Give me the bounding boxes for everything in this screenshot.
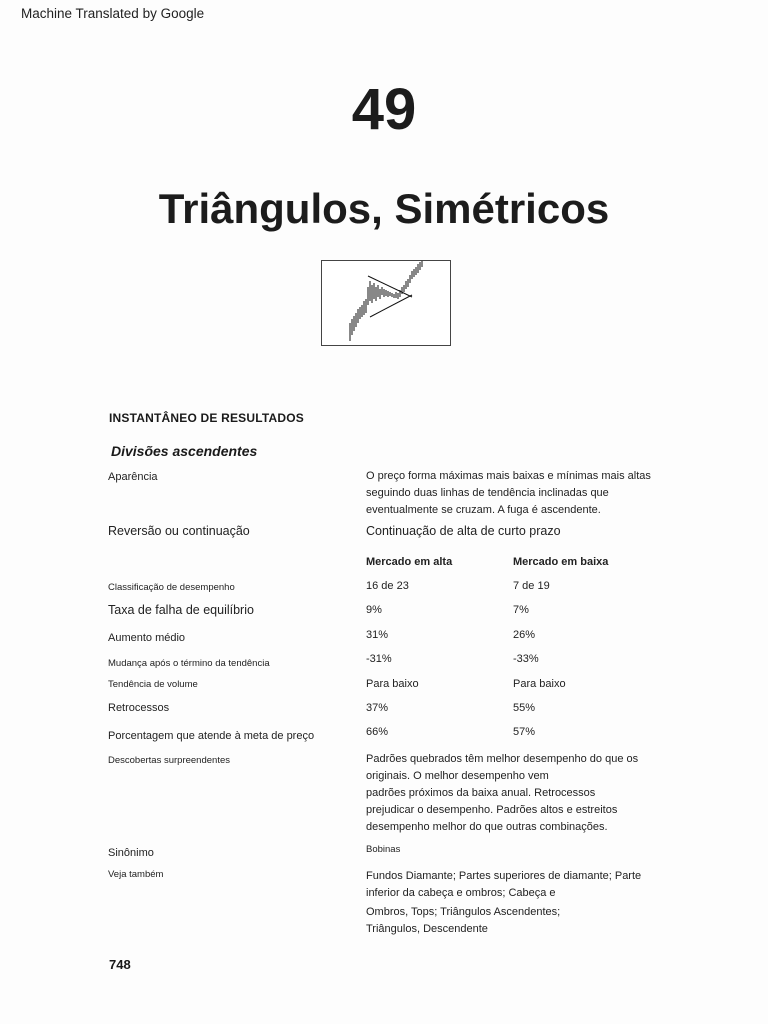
- text-line: prejudicar o desempenho. Padrões altos e estreitos: [366, 804, 618, 816]
- column-header-bear: Mercado em baixa: [513, 556, 609, 568]
- row-label-reversal: Reversão ou continuação: [108, 524, 250, 538]
- bull-value: 66%: [366, 726, 389, 738]
- bear-value: -33%: [513, 653, 539, 665]
- reversal-value: Continuação de alta de curto prazo: [366, 524, 561, 538]
- surprising-findings-text: [366, 751, 656, 836]
- bull-value: 16 de 23: [366, 580, 409, 592]
- row-label-performance-rank: Classificação de desempenho: [108, 582, 235, 593]
- pattern-thumbnail: [321, 260, 451, 346]
- bull-value: 9%: [366, 604, 382, 616]
- row-label-throwbacks: Retrocessos: [108, 702, 170, 714]
- row-label-price-target: Porcentagem que atende à meta de preço: [108, 730, 315, 742]
- text-line: Padrões quebrados têm melhor desempenho do que os: [366, 753, 639, 765]
- row-label-see-also: Veja também: [108, 869, 164, 880]
- row-label-appearance: Aparência: [108, 471, 158, 483]
- appearance-description: [366, 468, 656, 519]
- text-line: inferior da cabeça e ombros; Cabeça e: [366, 887, 556, 899]
- text-line: seguindo duas linhas de tendência inclinadas que: [366, 487, 609, 499]
- bull-value: 31%: [366, 629, 389, 641]
- chapter-title: Triângulos, Simétricos: [158, 185, 610, 232]
- text-line: Ombros, Tops; Triângulos Ascendentes;: [366, 906, 561, 918]
- bear-value: 57%: [513, 726, 536, 738]
- text-line: Triângulos, Descendente: [366, 923, 488, 935]
- bear-value: 26%: [513, 629, 536, 641]
- see-also-text: [366, 868, 656, 938]
- text-line: originais. O melhor desempenho vem: [366, 770, 549, 782]
- text-line: eventualmente se cruzam. A fuga é ascendente.: [366, 504, 601, 516]
- translation-banner: Machine Translated by Google: [21, 6, 205, 21]
- bull-value: -31%: [366, 653, 392, 665]
- text-line: desempenho melhor do que outras combinações.: [366, 821, 608, 833]
- text-line: Fundos Diamante; Partes superiores de diamante; Parte: [366, 870, 642, 882]
- row-label-volume-trend: Tendência de volume: [108, 679, 198, 690]
- symmetrical-triangle-illustration: [322, 261, 450, 345]
- page-number: 748: [109, 957, 131, 972]
- text-line: O preço forma máximas mais baixas e mínimas mais altas: [366, 470, 651, 482]
- subsection-heading: Divisões ascendentes: [111, 443, 258, 459]
- row-label-surprising-findings: Descobertas surpreendentes: [108, 755, 230, 766]
- text-line: padrões próximos da baixa anual. Retrocessos: [366, 787, 596, 799]
- row-label-average-rise: Aumento médio: [108, 632, 186, 644]
- chapter-number: 49: [351, 77, 417, 142]
- row-label-synonym: Sinônimo: [108, 847, 154, 859]
- row-label-change-after-trend-ends: Mudança após o término da tendência: [108, 658, 270, 669]
- bear-value: Para baixo: [513, 678, 566, 690]
- bull-value: Para baixo: [366, 678, 419, 690]
- bear-value: 7%: [513, 604, 529, 616]
- bear-value: 7 de 19: [513, 580, 550, 592]
- bull-value: 37%: [366, 702, 389, 714]
- bear-value: 55%: [513, 702, 536, 714]
- synonym-value: Bobinas: [366, 844, 401, 855]
- row-label-breakeven-failure: Taxa de falha de equilíbrio: [108, 603, 254, 617]
- section-heading: INSTANTÂNEO DE RESULTADOS: [109, 411, 305, 425]
- column-header-bull: Mercado em alta: [366, 556, 453, 568]
